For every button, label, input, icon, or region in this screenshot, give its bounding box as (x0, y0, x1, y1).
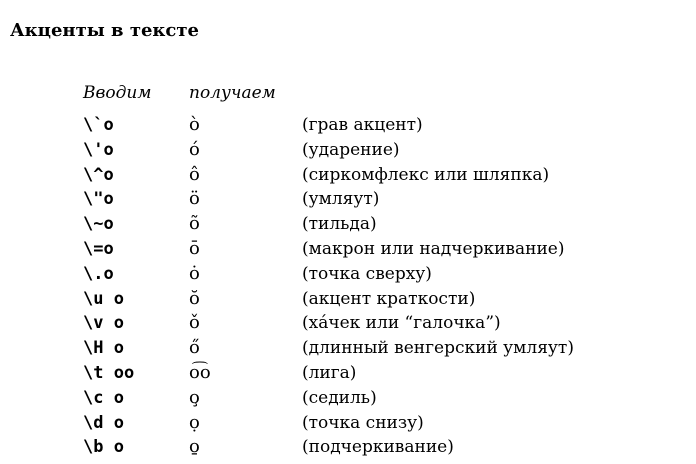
result-cell: ŏ (189, 287, 200, 309)
command-cell: \^o (83, 164, 114, 185)
result-cell: ó (189, 138, 200, 160)
table-row (0, 262, 696, 287)
result-cell: õ (189, 213, 200, 235)
description-cell: (тильда) (302, 214, 377, 235)
command-cell: \t oo (83, 362, 135, 383)
table-row (0, 411, 696, 436)
table-row (0, 287, 696, 312)
description-cell: (макрон или надчеркивание) (302, 238, 565, 259)
table-row (0, 187, 696, 212)
command-cell: \b o (83, 437, 124, 458)
column-header-output: получаем (189, 83, 276, 103)
command-cell: \v o (83, 313, 124, 334)
table-row (0, 212, 696, 237)
description-cell: (сиркомфлекс или шляпка) (302, 164, 550, 185)
command-cell: \'o (83, 139, 114, 160)
command-cell: \c o (83, 387, 124, 408)
result-cell: o͡o (189, 361, 211, 383)
command-cell: \H o (83, 338, 124, 359)
table-row (0, 336, 696, 361)
table-row (0, 138, 696, 163)
result-cell: ọ (189, 411, 200, 433)
description-cell: (точка снизу) (302, 412, 424, 433)
description-cell: (умляут) (302, 189, 380, 210)
command-cell: \u o (83, 288, 124, 309)
result-cell: ő (189, 337, 200, 359)
result-cell: o̧ (189, 386, 200, 408)
description-cell: (седиль) (302, 387, 377, 408)
accent-table (0, 113, 696, 460)
description-cell: (ударение) (302, 139, 400, 160)
table-row (0, 163, 696, 188)
result-cell: ö (189, 188, 200, 210)
table-row (0, 435, 696, 460)
result-cell: o̱ (189, 436, 200, 458)
description-cell: (лига) (302, 362, 357, 383)
command-cell: \=o (83, 238, 114, 259)
description-cell: (xáчек или “галочка”) (302, 313, 501, 334)
command-cell: \d o (83, 412, 124, 433)
result-cell: ò (189, 114, 200, 135)
result-cell: ǒ (189, 312, 200, 334)
page-title: Акценты в тексте (10, 20, 199, 41)
description-cell: (подчеркивание) (302, 437, 454, 458)
result-cell: ō (189, 237, 200, 259)
table-row (0, 237, 696, 262)
command-cell: \.o (83, 263, 114, 284)
description-cell: (грав акцент) (302, 115, 423, 135)
description-cell: (длинный венгерский умляут) (302, 338, 574, 359)
table-row (0, 386, 696, 411)
table-row (0, 311, 696, 336)
command-cell: \`o (83, 115, 114, 135)
result-cell: ô (189, 163, 200, 185)
description-cell: (акцент краткости) (302, 288, 476, 309)
result-cell: ȯ (189, 262, 200, 284)
command-cell: \~o (83, 214, 114, 235)
table-row (0, 113, 696, 138)
description-cell: (точка сверху) (302, 263, 432, 284)
column-header-input: Вводим (83, 83, 152, 103)
command-cell: \"o (83, 189, 114, 210)
table-row (0, 361, 696, 386)
